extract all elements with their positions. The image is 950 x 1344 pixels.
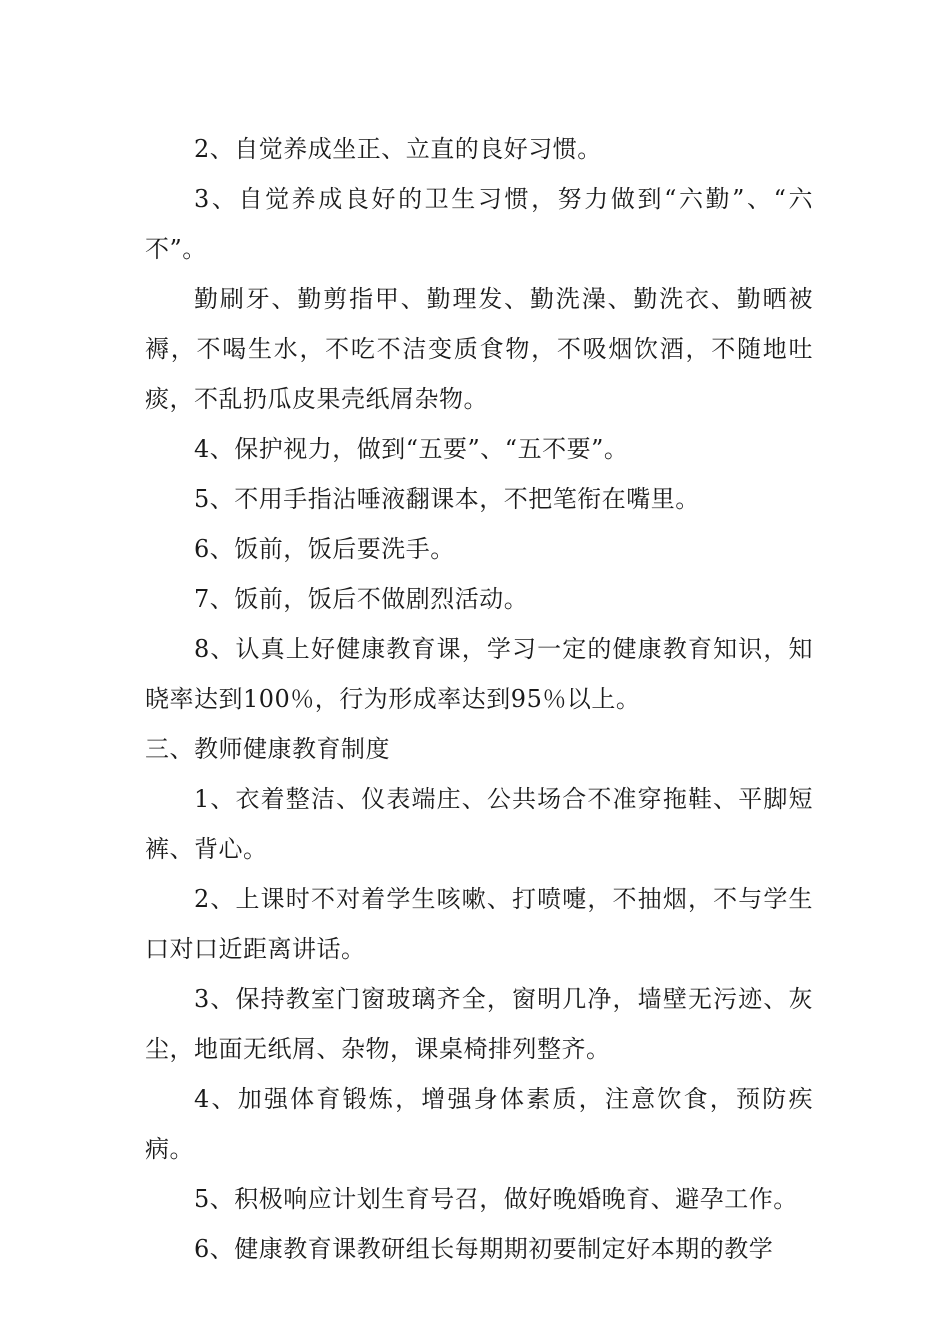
paragraph-health-class: 8、认真上好健康教育课，学习一定的健康教育知识，知晓率达到100％，行为形成率达到95％以上。	[145, 635, 813, 713]
section-heading-teacher-rules: 三、教师健康教育制度	[145, 735, 390, 763]
paragraph-six-diligences: 勤刷牙、勤剪指甲、勤理发、勤洗澡、勤洗衣、勤晒被褥，不喝生水，不吃不洁变质食物，不吸烟饮酒，不随地吐痰，不乱扔瓜皮果壳纸屑杂物。	[145, 285, 813, 413]
paragraph-wash-hands: 6、饭前，饭后要洗手。	[194, 535, 455, 563]
paragraph-protect-vision: 4、保护视力，做到“五要”、“五不要”。	[194, 435, 629, 463]
paragraph-teacher-dress: 1、衣着整洁、仪表端庄、公共场合不准穿拖鞋、平脚短裤、背心。	[145, 785, 813, 863]
paragraph-classroom-clean: 3、保持教室门窗玻璃齐全，窗明几净，墙壁无污迹、灰尘，地面无纸屑、杂物，课桌椅排列整齐。	[145, 985, 813, 1063]
paragraph-family-planning: 5、积极响应计划生育号召，做好晚婚晚育、避孕工作。	[194, 1185, 798, 1213]
paragraph-curriculum-planning: 6、健康教育课教研组长每期期初要制定好本期的教学	[194, 1235, 774, 1263]
paragraph-no-saliva: 5、不用手指沾唾液翻课本，不把笔衔在嘴里。	[194, 485, 700, 513]
paragraph-physical-exercise: 4、加强体育锻炼，增强身体素质，注意饮食，预防疾病。	[145, 1085, 813, 1163]
paragraph-student-posture: 2、自觉养成坐正、立直的良好习惯。	[194, 135, 602, 163]
document-page	[145, 124, 813, 1274]
paragraph-teacher-class-conduct: 2、上课时不对着学生咳嗽、打喷嚏，不抽烟，不与学生口对口近距离讲话。	[145, 885, 813, 963]
paragraph-no-vigorous-activity: 7、饭前，饭后不做剧烈活动。	[194, 585, 529, 613]
paragraph-student-hygiene: 3、自觉养成良好的卫生习惯，努力做到“六勤”、“六不”。	[145, 185, 813, 263]
